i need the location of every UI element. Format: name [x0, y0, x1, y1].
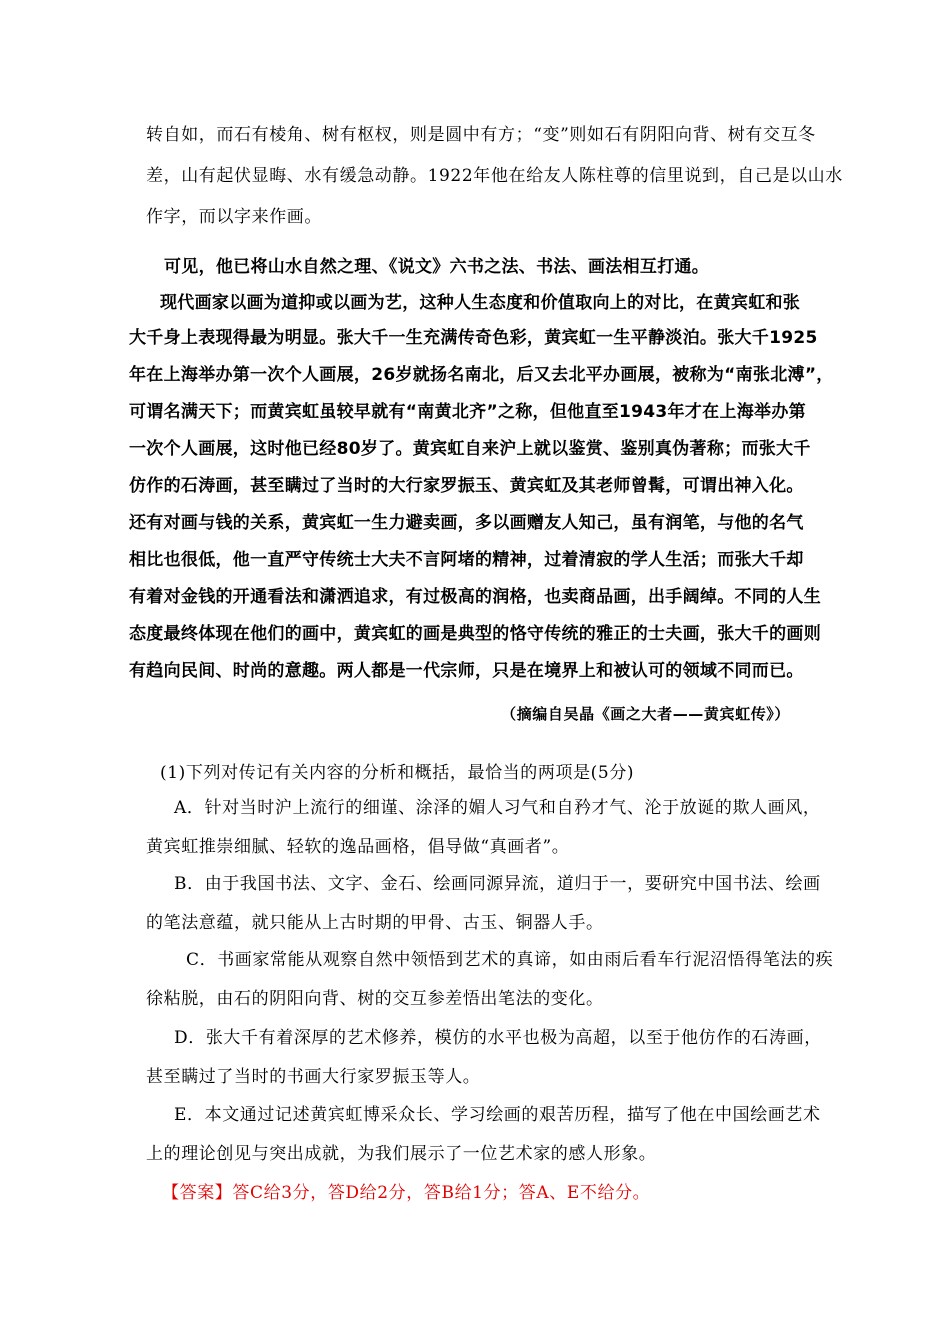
- option-line: 甚至瞒过了当时的书画大行家罗振玉等人。: [146, 1067, 481, 1087]
- answer-text: 答C给3分，答D给2分，答B给1分；答A、E不给分。: [232, 1183, 651, 1203]
- paragraph-line: 相比也很低，他一直严守传统士大夫不言阿堵的精神，过着清寂的学人生活；而张大千却: [129, 550, 804, 570]
- option-line: B．由于我国书法、文字、金石、绘画同源异流，道归于一，要研究中国书法、绘画: [174, 874, 821, 894]
- option-line: A．针对当时沪上流行的细谨、涂泽的媚人习气和自矜才气、沦于放诞的欺人画风，: [174, 798, 821, 818]
- paragraph-line: 仿作的石涛画，甚至瞒过了当时的大行家罗振玉、黄宾虹及其老师曾髯，可谓出神入化。: [129, 476, 804, 496]
- answer-line: [162, 1182, 650, 1204]
- option-line: D．张大千有着深厚的艺术修养，模仿的水平也极为高超，以至于他仿作的石涛画，: [174, 1028, 822, 1048]
- question-stem: (1)下列对传记有关内容的分析和概括，最恰当的两项是(5分): [160, 763, 635, 783]
- option-line: 徐粘脱，由石的阴阳向背、树的交互参差悟出笔法的变化。: [146, 989, 604, 1009]
- passage-line: 差，山有起伏显晦、水有缓急动静。1922年他在给友人陈柱尊的信里说到，自己是以山水: [146, 166, 843, 186]
- paragraph-line: 可谓名满天下；而黄宾虹虽较早就有“南黄北齐”之称，但他直至1943年才在上海举办第: [129, 402, 806, 422]
- paragraph-line: 态度最终体现在他们的画中，黄宾虹的画是典型的恪守传统的雅正的士夫画，张大千的画则: [129, 624, 821, 644]
- answer-tag: 【答案】: [162, 1183, 233, 1203]
- paragraph-line: 年在上海举办第一次个人画展，26岁就扬名南北，后又去北平办画展，被称为“南张北溥”，: [129, 365, 834, 385]
- option-line: 的笔法意蕴，就只能从上古时期的甲骨、古玉、铜器人手。: [146, 913, 604, 933]
- paragraph-line: 现代画家以画为道抑或以画为艺，这种人生态度和价值取向上的对比，在黄宾虹和张: [160, 293, 801, 313]
- paragraph-line: 大千身上表现得最为明显。张大千一生充满传奇色彩，黄宾虹一生平静淡泊。张大千1925: [129, 328, 818, 348]
- option-line: 上的理论创见与突出成就，为我们展示了一位艺术家的感人形象。: [146, 1144, 657, 1164]
- passage-line: 作字，而以字来作画。: [146, 207, 322, 227]
- paragraph-line: 还有对画与钱的关系，黄宾虹一生力避卖画，多以画赠友人知己，虽有润笔，与他的名气: [129, 513, 804, 533]
- option-line: 黄宾虹推崇细腻、轻软的逸品画格，倡导做“真画者”。: [146, 837, 570, 857]
- source-attribution: （摘编自吴晶《画之大者——黄宾虹传》）: [501, 705, 790, 723]
- option-line: C．书画家常能从观察自然中领悟到艺术的真谛，如由雨后看车行泥沼悟得笔法的疾: [186, 950, 834, 970]
- passage-line: 转自如，而石有棱角、树有枢杈，则是圆中有方；“变”则如石有阴阳向背、树有交互冬: [146, 125, 816, 145]
- paragraph-line: 有趋向民间、时尚的意趣。两人都是一代宗师，只是在境界上和被认可的领域不同而已。: [129, 661, 804, 681]
- option-line: E．本文通过记述黄宾虹博采众长、学习绘画的艰苦历程，描写了他在中国绘画艺术: [174, 1105, 821, 1125]
- paragraph-line: 一次个人画展，这时他已经80岁了。黄宾虹自来沪上就以鉴赏、鉴别真伪著称；而张大千: [129, 439, 811, 459]
- paragraph-line: 有着对金钱的开通看法和潇洒追求，有过极高的润格，也卖商品画，出手阔绰。不同的人生: [129, 587, 821, 607]
- conclusion-sentence: 可见，他已将山水自然之理、《说文》六书之法、书法、画法相互打通。: [164, 257, 710, 277]
